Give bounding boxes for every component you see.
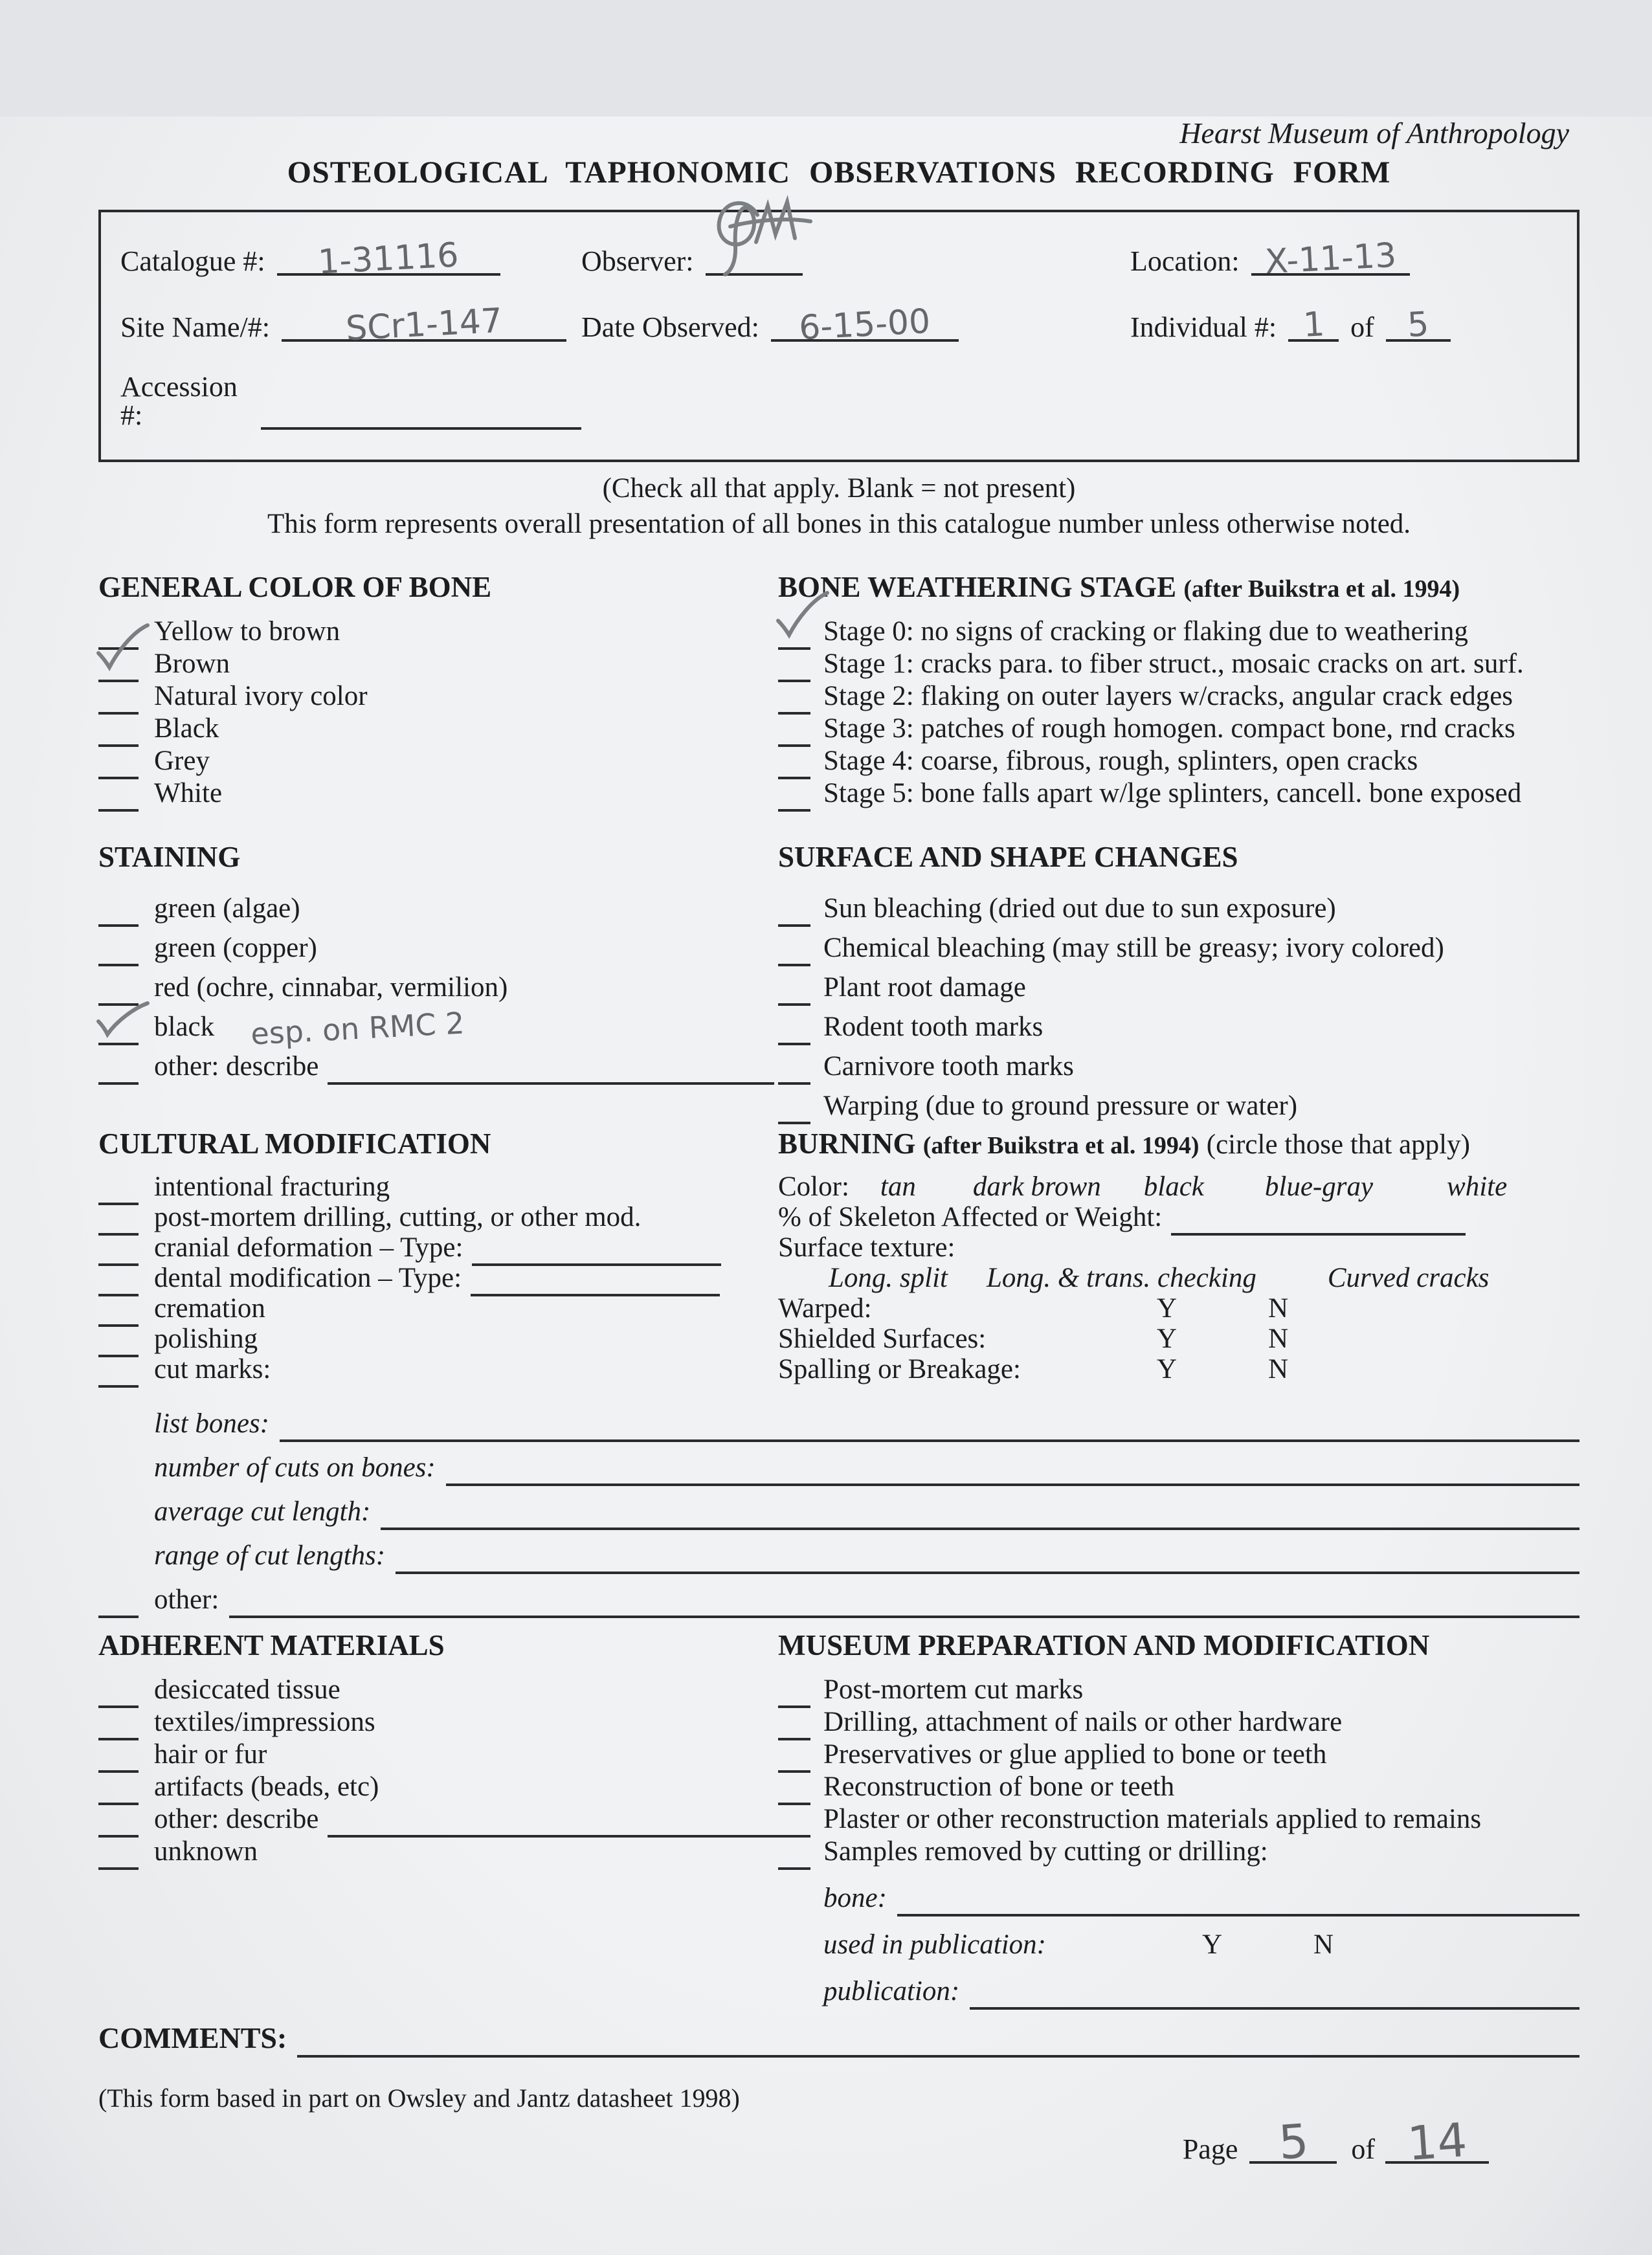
cultural-other-row (98, 1570, 1579, 1614)
burning-title: BURNING (after Buikstra et al. 1994) (circle those that apply) (778, 1128, 1470, 1161)
section-museum-preparation (778, 1630, 1579, 2005)
scope-note: This form represents overall presentation of all bones in this catalogue number unless otherwise noted. (267, 508, 1411, 539)
checkbox-label: Samples removed by cutting or drilling: (823, 1836, 1268, 1867)
checkbox-item (98, 1231, 778, 1261)
checkbox-label: Preservatives or glue applied to bone or teeth (823, 1738, 1327, 1770)
checkbox-label: Stage 0: no signs of cracking or flaking due to weathering (823, 616, 1468, 647)
sample-bone-label: bone: (823, 1882, 887, 1913)
attribution-note: (This form based in part on Owsley and Jantz datasheet 1998) (98, 2083, 740, 2113)
checkbox-item (778, 1833, 1579, 1865)
location-field (1130, 236, 1559, 282)
identification-box (98, 210, 1579, 462)
checkbox-item (98, 1261, 778, 1292)
site-label: Site Name/#: (120, 311, 270, 343)
catalogue-value-line (277, 236, 500, 282)
checkbox-item (778, 922, 1579, 962)
burning-color-option: tan (880, 1171, 916, 1202)
cut-marks-sublines (98, 1394, 1579, 1614)
burning-percent-row (778, 1201, 1579, 1231)
checkbox-label: Grey (154, 746, 210, 777)
sample-bone-row (823, 1865, 1579, 1912)
checkbox-label: artifacts (beads, etc) (154, 1771, 379, 1802)
checkbox-label: Reconstruction of bone or teeth (823, 1771, 1175, 1802)
individual-total-handwritten: 5 (1406, 305, 1431, 345)
checkbox-blank (98, 1616, 139, 1618)
individual-total-line (1386, 305, 1451, 345)
staining-title: STAINING (98, 841, 241, 874)
checkbox-item (98, 742, 778, 775)
average-cut-length-writein-line (381, 1527, 1579, 1530)
checkbox-item (778, 645, 1579, 678)
section-cultural-modification (98, 1129, 778, 1383)
checkbox-label: green (algae) (154, 893, 300, 924)
checkbox-item (778, 1671, 1579, 1704)
section-adherent-materials (98, 1630, 778, 2005)
general-color-title: GENERAL COLOR OF BONE (98, 570, 492, 603)
comments-label: COMMENTS: (98, 2021, 287, 2054)
observer-signature-icon (702, 185, 831, 282)
publication-label: publication: (823, 1975, 960, 2006)
checkbox-label: polishing (154, 1323, 258, 1354)
spalling-label: Spalling or Breakage: (778, 1353, 1021, 1384)
publication-writein-line (970, 2007, 1579, 2010)
checkbox-label: Rodent tooth marks (823, 1012, 1044, 1043)
checkbox-item (98, 922, 778, 962)
checkbox-item (778, 710, 1579, 742)
check-all-note: (Check all that apply. Blank = not present) (602, 472, 1076, 504)
checkbox-label: Post-mortem cut marks (823, 1674, 1084, 1705)
checkbox-item (98, 1704, 778, 1736)
scanned-form-page (0, 117, 1652, 2255)
checkbox-label: Drilling, attachment of nails or other hardware (823, 1706, 1343, 1737)
checkbox-label: Natural ivory color (154, 681, 368, 712)
section-staining (98, 842, 778, 1120)
spalling-no-option: N (1268, 1353, 1289, 1384)
checkbox-label: White (154, 778, 223, 809)
individual-number-field (1130, 305, 1559, 345)
checkbox-blank (778, 1122, 810, 1124)
checkbox-item (778, 1768, 1579, 1801)
list-bones-label: list bones: (154, 1408, 269, 1439)
shielded-label: Shielded Surfaces: (778, 1323, 987, 1354)
checkbox-item (98, 962, 778, 1001)
site-value-line (282, 301, 566, 349)
checkbox-label: Stage 3: patches of rough homogen. compact bone, rnd cracks (823, 713, 1515, 744)
publication-yes-option: Y (1202, 1929, 1223, 1960)
pencil-checkmark-icon (93, 1002, 151, 1041)
section-burning (778, 1129, 1579, 1383)
checkbox-item (98, 1041, 778, 1080)
page-number-line (1249, 2113, 1337, 2170)
checkbox-label: other: describe (154, 1803, 319, 1834)
checkbox-label: cranial deformation – Type: (154, 1232, 463, 1263)
average-cut-length-row (98, 1482, 1579, 1526)
checkbox-label: other: describe (154, 1051, 319, 1082)
burning-spalling-row (778, 1353, 1579, 1383)
site-handwritten-value: SCr1-147 (344, 301, 504, 349)
checkbox-label: Yellow to brown (154, 616, 340, 647)
checkbox-item (98, 1170, 778, 1201)
checkbox-item (778, 1001, 1579, 1041)
checkbox-item (778, 1704, 1579, 1736)
checkbox-item (778, 1736, 1579, 1768)
individual-of-label: of (1350, 311, 1374, 343)
checkbox-label: Stage 2: flaking on outer layers w/cracks, angular crack edges (823, 681, 1513, 712)
museum-title: MUSEUM PREPARATION AND MODIFICATION (778, 1628, 1430, 1661)
checkbox-label: Plant root damage (823, 972, 1026, 1003)
checkbox-item (778, 962, 1579, 1001)
site-field (120, 301, 581, 349)
checkbox-item (98, 1768, 778, 1801)
list-bones-row (98, 1394, 1579, 1438)
checkbox-label: Sun bleaching (dried out due to sun exposure) (823, 893, 1336, 924)
checkbox-label: Black (154, 713, 219, 744)
checkbox-item (778, 678, 1579, 710)
accession-field (120, 370, 581, 431)
checkbox-blank (98, 1082, 139, 1085)
burning-title-note: (after Buikstra et al. 1994) (922, 1132, 1200, 1160)
used-in-publication-row (823, 1912, 1579, 1959)
individual-number-label: Individual #: (1130, 311, 1277, 343)
page-number-row (98, 2112, 1579, 2171)
checkbox-item (98, 775, 778, 807)
used-in-publication-label: used in publication: (823, 1929, 1046, 1960)
samples-sublines (778, 1865, 1579, 2005)
adherent-title: ADHERENT MATERIALS (98, 1628, 445, 1661)
burning-color-option: blue-gray (1264, 1171, 1374, 1202)
burning-color-row (778, 1170, 1579, 1201)
checkbox-label: desiccated tissue (154, 1674, 340, 1705)
checkbox-item (778, 883, 1579, 922)
checkbox-label: intentional fracturing (154, 1171, 390, 1202)
burning-texture-label: Surface texture: (778, 1232, 955, 1263)
page-total-line (1385, 2112, 1489, 2171)
checkbox-item (778, 742, 1579, 775)
location-value-line (1251, 236, 1410, 282)
checkbox-label: Warping (due to ground pressure or water) (823, 1091, 1298, 1122)
burning-color-label: Color: (778, 1171, 849, 1202)
range-of-cut-lengths-writein-line (396, 1572, 1579, 1574)
observer-value-line (706, 241, 803, 276)
page-number-handwritten: 5 (1277, 2113, 1311, 2170)
spalling-yes-option: Y (1157, 1353, 1178, 1384)
weathering-title: BONE WEATHERING STAGE (after Buikstra et al. 1994) (778, 570, 1460, 603)
burning-color-option: white (1447, 1171, 1508, 1202)
burning-texture-options-row (778, 1261, 1579, 1292)
individual-number-line (1288, 305, 1339, 345)
accession-label: Accession #: (120, 370, 238, 431)
institution-name: Hearst Museum of Anthropology (1179, 117, 1569, 150)
checkbox-item (98, 1201, 778, 1231)
comments-row (98, 2012, 1579, 2053)
checkbox-label: red (ochre, cinnabar, vermilion) (154, 972, 508, 1003)
range-of-cut-lengths-label: range of cut lengths: (154, 1540, 386, 1571)
burning-texture-option: Long. & trans. checking (987, 1262, 1256, 1293)
date-observed-field (581, 302, 1130, 348)
cultural-other-writein-line (229, 1616, 1579, 1618)
catalogue-label: Catalogue #: (120, 245, 265, 277)
checkbox-item (98, 710, 778, 742)
burning-color-option: dark brown (972, 1171, 1101, 1202)
checkbox-label: Plaster or other reconstruction materials applied to remains (823, 1803, 1482, 1834)
checkbox-label: Stage 5: bone falls apart w/lge splinters, cancell. bone exposed (823, 778, 1522, 809)
checkbox-label: Stage 1: cracks para. to fiber struct., mosaic cracks on art. surf. (823, 649, 1524, 680)
accession-value-line (261, 395, 581, 430)
warped-no-option: N (1268, 1293, 1289, 1324)
number-of-cuts-row (98, 1438, 1579, 1482)
form-title: OSTEOLOGICAL TAPHONOMIC OBSERVATIONS RECORDING FORM (287, 155, 1391, 190)
catalogue-handwritten-value: 1-31116 (317, 236, 460, 282)
checkbox-item (98, 1801, 778, 1833)
checkbox-item (98, 1671, 778, 1704)
burning-texture-option: Curved cracks (1327, 1262, 1490, 1293)
checkbox-item (98, 883, 778, 922)
warped-label: Warped: (778, 1293, 872, 1324)
publication-row (823, 1959, 1579, 2005)
checkbox-blank (98, 809, 139, 812)
checkbox-item (98, 613, 778, 645)
warped-yes-option: Y (1157, 1293, 1178, 1324)
burning-percent-writein-line (1171, 1233, 1466, 1236)
checkbox-item (778, 1080, 1579, 1120)
date-observed-value-line (771, 302, 959, 348)
burning-warped-row (778, 1292, 1579, 1322)
checkbox-label: Carnivore tooth marks (823, 1051, 1074, 1082)
page-label: Page (1182, 2133, 1238, 2165)
checkbox-label: post-mortem drilling, cutting, or other mod. (154, 1201, 642, 1232)
list-bones-writein-line (280, 1439, 1579, 1442)
staining-black-handwritten-note: esp. on RMC 2 (250, 1005, 465, 1052)
average-cut-length-label: average cut length: (154, 1496, 371, 1527)
checkbox-label: Chemical bleaching (may still be greasy; ivory colored) (823, 933, 1444, 964)
checkbox-label: Stage 4: coarse, fibrous, rough, splinters, open cracks (823, 746, 1418, 777)
section-surface-shape (778, 842, 1579, 1120)
burning-texture-option: Long. split (829, 1262, 948, 1293)
date-observed-label: Date Observed: (581, 311, 759, 343)
weathering-title-note: (after Buikstra et al. 1994) (1183, 575, 1460, 603)
number-of-cuts-label: number of cuts on bones: (154, 1452, 436, 1483)
shielded-no-option: N (1268, 1323, 1289, 1354)
checkbox-label: unknown (154, 1836, 258, 1867)
range-of-cut-lengths-row (98, 1526, 1579, 1570)
checkbox-blank (778, 1867, 810, 1870)
location-handwritten-value: X-11-13 (1264, 236, 1398, 282)
burning-circle-note: (circle those that apply) (1206, 1129, 1470, 1161)
checkbox-item (98, 678, 778, 710)
burning-percent-label: % of Skeleton Affected or Weight: (778, 1201, 1163, 1232)
checkbox-item (778, 1801, 1579, 1833)
checkbox-item (98, 1001, 778, 1052)
burning-shielded-row (778, 1322, 1579, 1353)
date-observed-handwritten-value: 6-15-00 (798, 302, 932, 348)
publication-no-option: N (1313, 1929, 1334, 1960)
checkbox-label: hair or fur (154, 1738, 267, 1770)
checkbox-label: dental modification – Type: (154, 1262, 462, 1293)
checkbox-blank (778, 809, 810, 812)
checkbox-item (98, 1322, 778, 1353)
page-total-handwritten: 14 (1405, 2112, 1469, 2171)
surface-shape-title: SURFACE AND SHAPE CHANGES (778, 841, 1238, 874)
checkbox-blank (98, 1385, 139, 1388)
section-general-color (98, 572, 778, 807)
checkbox-item (98, 1736, 778, 1768)
cultural-other-label: other: (154, 1584, 219, 1615)
burning-color-option: black (1143, 1171, 1204, 1202)
number-of-cuts-writein-line (446, 1483, 1579, 1486)
shielded-yes-option: Y (1157, 1323, 1178, 1354)
checkbox-item (778, 613, 1579, 645)
checkbox-label: cremation (154, 1293, 265, 1324)
checkbox-item (98, 1833, 778, 1865)
checkbox-item (778, 1041, 1579, 1080)
checkbox-item (778, 775, 1579, 807)
sample-bone-writein-line (897, 1914, 1579, 1916)
cultural-title: CULTURAL MODIFICATION (98, 1128, 491, 1161)
checkbox-label: green (copper) (154, 933, 317, 964)
checkbox-label: cut marks: (154, 1353, 271, 1384)
checkbox-blank (98, 1867, 139, 1870)
comments-writein-line (297, 2055, 1579, 2058)
checkbox-item (98, 1292, 778, 1322)
location-label: Location: (1130, 245, 1240, 277)
checkbox-label: black (154, 1012, 215, 1043)
observer-field (581, 241, 1130, 276)
burning-texture-label-row (778, 1231, 1579, 1261)
checkbox-label: textiles/impressions (154, 1706, 375, 1737)
individual-number-handwritten: 1 (1302, 305, 1326, 345)
staining-other-writein-line (328, 1082, 774, 1085)
observer-label: Observer: (581, 245, 694, 277)
catalogue-field (120, 236, 581, 282)
checkbox-item (98, 645, 778, 678)
section-weathering (778, 572, 1579, 807)
page-of-label: of (1351, 2133, 1375, 2165)
checkbox-label: Brown (154, 649, 230, 680)
checkbox-item (98, 1353, 778, 1383)
